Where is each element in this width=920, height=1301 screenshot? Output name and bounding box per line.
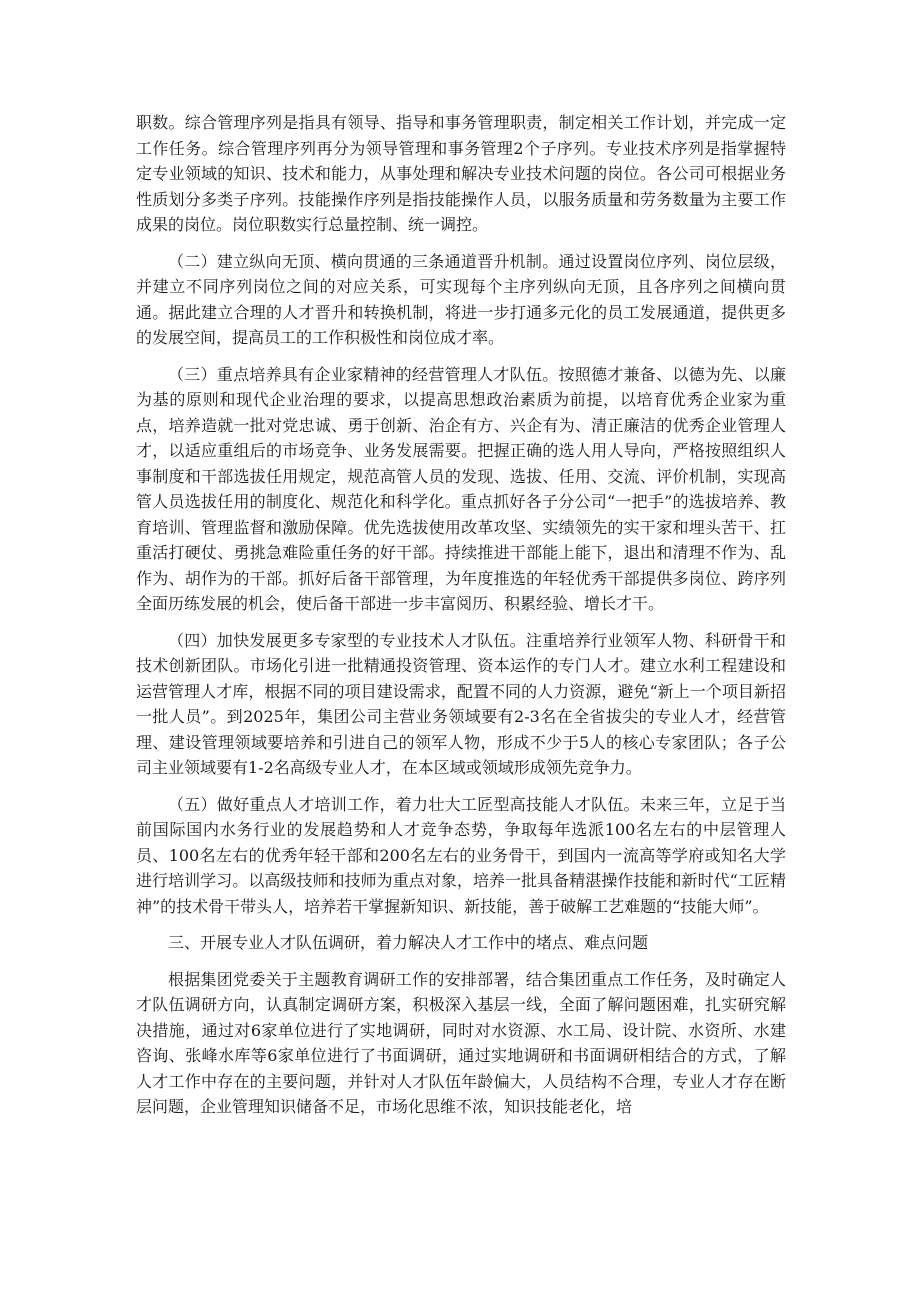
document-body — [136, 110, 786, 1131]
section-heading: 三、开展专业人才队伍调研，着力解决人才工作中的堵点、难点问题 — [168, 933, 649, 952]
paragraph-section-five: （五）做好重点人才培训工作，着力壮大工匠型高技能人才队伍。未来三年，立足于当前国际国内水务行业的发展趋势和人才竞争态势，争取每年选派100名左右的中层管理人员、100名左右的优秀年轻干部和200名左右的业务骨干，到国内一流高等学府或知名大学进行培训学习。以高级技师和技师为重点对象，培养一批具备精湛操作技能和新时代“工匠精神”的技术骨干带头人，培养若干掌握新知识、新技能，善于破解工艺难题的“技能大师”。 — [136, 794, 786, 916]
paragraph-research: 根据集团党委关于主题教育调研工作的安排部署，结合集团重点工作任务，及时确定人才队伍调研方向，认真制定调研方案，积极深入基层一线，全面了解问题困难，扎实研究解决措施，通过对6家单位进行了实地调研，同时对水资源、水工局、设计院、水资所、水建咨询、张峰水库等6家单位进行了书面调研，通过实地调研和书面调研相结合的方式，了解人才工作中存在的主要问题，并针对人才队伍年龄偏大，人员结构不合理，专业人才存在断层问题，企业管理知识储备不足，市场化思维不浓，知识技能老化，培 — [136, 969, 786, 1116]
paragraph-section-three: （三）重点培养具有企业家精神的经营管理人才队伍。按照德才兼备、以德为先、以廉为基的原则和现代企业治理的要求，以提高思想政治素质为前提，以培育优秀企业家为重点，培养造就一批对党忠诚、勇于创新、治企有方、兴企有为、清正廉洁的优秀企业管理人才，以适应重组后的市场竞争、业务发展需要。把握正确的选人用人导向，严格按照组织人事制度和干部选拔任用规定，规范高管人员的发现、选拔、任用、交流、评价机制，实现高管人员选拔任用的制度化、规范化和科学化。重点抓好各子分公司“一把手”的选拔培养、教育培训、管理监督和激励保障。优先选拔使用改革攻坚、实绩领先的实干家和埋头苦干、扛重活打硬仗、勇挑急难险重任务的好干部。持续推进干部能上能下，退出和清理不作为、乱作为、胡作为的干部。抓好后备干部管理，为年度推选的年轻优秀干部提供多岗位、跨序列全面历练发展的机会，使后备干部进一步丰富阅历、积累经验、增长才干。 — [136, 364, 786, 613]
paragraph-continuation: 职数。综合管理序列是指具有领导、指导和事务管理职责，制定相关工作计划，并完成一定工作任务。综合管理序列再分为领导管理和事务管理2个子序列。专业技术序列是指掌握特定专业领域的知识、技术和能力，从事处理和解决专业技术问题的岗位。各公司可根据业务性质划分多类子序列。技能操作序列是指技能操作人员，以服务质量和劳务数量为主要工作成果的岗位。岗位职数实行总量控制、统一调控。 — [136, 113, 786, 234]
paragraph-section-two: （二）建立纵向无顶、横向贯通的三条通道晋升机制。通过设置岗位序列、岗位层级，并建立不同序列岗位之间的对应关系，可实现每个主序列纵向无顶，且各序列之间横向贯通。据此建立合理的人才晋升和转换机制，将进一步打通多元化的员工发展通道，提供更多的发展空间，提高员工的工作积极性和岗位成才率。 — [136, 251, 786, 347]
paragraph-section-four: （四）加快发展更多专家型的专业技术人才队伍。注重培养行业领军人物、科研骨干和技术创新团队。市场化引进一批精通投资管理、资本运作的专门人才。建立水利工程建设和运营管理人才库，根据不同的项目建设需求，配置不同的人力资源，避免“新上一个项目新招一批人员”。到2025年，集团公司主营业务领域要有2-3名在全省拔尖的专业人才，经营管理、建设管理领域要培养和引进自己的领军人物，形成不少于5人的核心专家团队；各子公司主业领域要有1-2名高级专业人才，在本区域或领域形成领先竞争力。 — [136, 630, 786, 777]
